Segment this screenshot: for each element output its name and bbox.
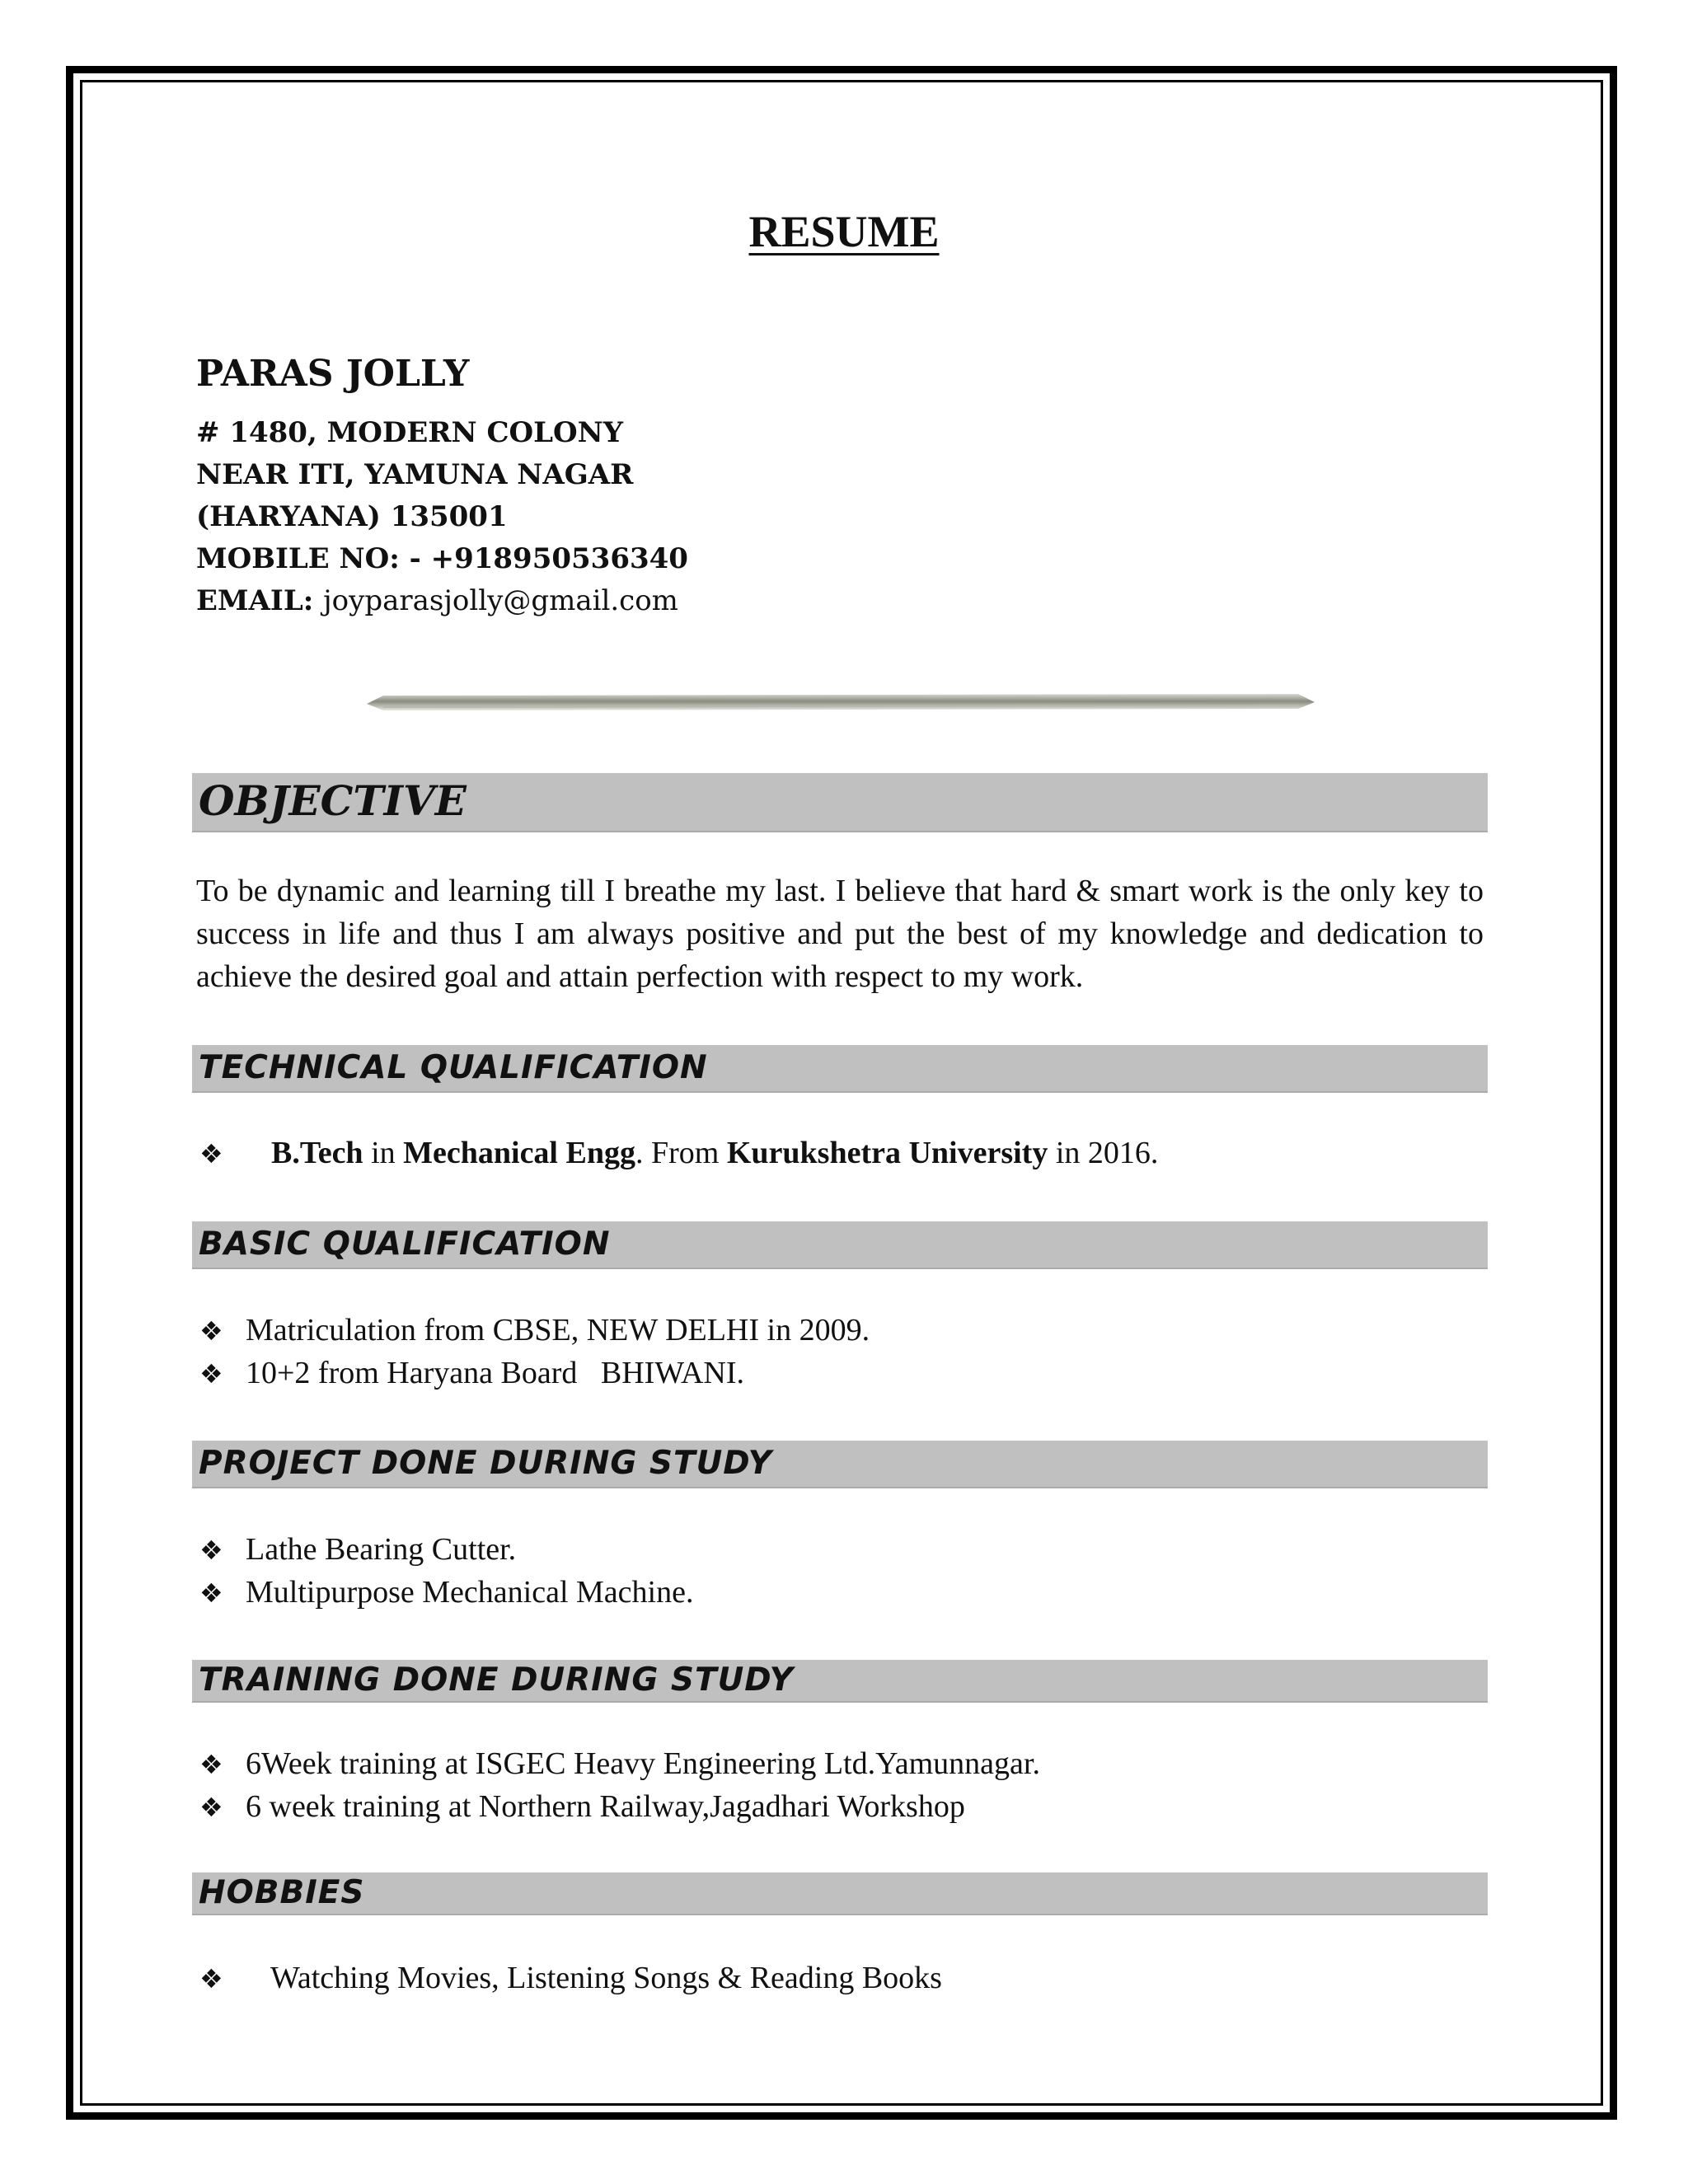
branch: Mechanical Engg (403, 1136, 635, 1170)
diamond-bullet-icon: ❖ (199, 1577, 223, 1609)
training-item-2: 6 week training at Northern Railway,Jagadhari Workshop (246, 1789, 965, 1824)
diamond-bullet-icon: ❖ (199, 1963, 223, 1994)
diamond-bullet-icon: ❖ (199, 1315, 223, 1347)
section-header-projects (192, 1441, 1488, 1488)
email-label: EMAIL: (196, 584, 314, 617)
section-header-hobbies (192, 1872, 1488, 1915)
technical-heading: TECHNICAL QUALIFICATION (199, 1049, 708, 1086)
email-line (196, 580, 688, 622)
objective-heading: OBJECTIVE (199, 776, 467, 825)
decorative-divider (367, 692, 1315, 710)
address-line-2: NEAR ITI, YAMUNA NAGAR (196, 458, 634, 491)
diamond-bullet-icon: ❖ (199, 1749, 223, 1780)
mobile-number: MOBILE NO: - +918950536340 (196, 542, 688, 575)
contact-block (196, 412, 688, 622)
diamond-bullet-icon: ❖ (199, 1792, 223, 1823)
degree: B.Tech (271, 1136, 363, 1170)
list-item (199, 1785, 965, 1829)
address-line-3: (HARYANA) 135001 (196, 500, 508, 533)
basic-item-1: Matriculation from CBSE, NEW DELHI in 2009. (246, 1313, 870, 1347)
basic-item-2: 10+2 from Haryana Board BHIWANI. (246, 1356, 744, 1390)
training-item-1: 6Week training at ISGEC Heavy Engineering Ltd.Yamunnagar. (246, 1746, 1040, 1781)
section-header-objective (192, 773, 1488, 832)
section-header-technical (192, 1045, 1488, 1093)
degree-in: in (371, 1136, 396, 1170)
diamond-bullet-icon: ❖ (199, 1358, 223, 1390)
address-line-1: # 1480, MODERN COLONY (196, 416, 624, 449)
section-header-training (192, 1660, 1488, 1703)
section-header-basic (192, 1221, 1488, 1269)
list-item (199, 1957, 942, 2000)
university: Kurukshetra University (726, 1136, 1048, 1170)
list-item (199, 1742, 1040, 1786)
list-item (199, 1528, 516, 1572)
graduation-year: in 2016. (1055, 1136, 1159, 1170)
technical-item (199, 1132, 1158, 1175)
project-item-1: Lathe Bearing Cutter. (246, 1532, 517, 1567)
from-text: . From (635, 1136, 720, 1170)
email-link[interactable]: joyparasjolly@gmail.com (323, 584, 678, 617)
diamond-bullet-icon: ❖ (199, 1138, 223, 1169)
list-item (199, 1352, 744, 1395)
list-item (199, 1571, 693, 1615)
list-item (199, 1309, 870, 1352)
training-heading: TRAINING DONE DURING STUDY (199, 1661, 794, 1699)
basic-heading: BASIC QUALIFICATION (199, 1226, 611, 1263)
hobbies-heading: HOBBIES (199, 1874, 365, 1911)
resume-title: RESUME (748, 207, 940, 256)
projects-heading: PROJECT DONE DURING STUDY (199, 1445, 772, 1482)
project-item-2: Multipurpose Mechanical Machine. (246, 1575, 694, 1610)
diamond-bullet-icon: ❖ (199, 1535, 223, 1566)
objective-text: To be dynamic and learning till I breathe my last. I believe that hard & smart work is the only key to success in life and thus I am always positive and put the best of my knowledge and dedication to achieve the desired goal and attain perfection with respect to my work. (196, 874, 1484, 994)
candidate-name: PARAS JOLLY (196, 353, 470, 395)
hobby-item-1: Watching Movies, Listening Songs & Reading Books (270, 1961, 942, 1995)
